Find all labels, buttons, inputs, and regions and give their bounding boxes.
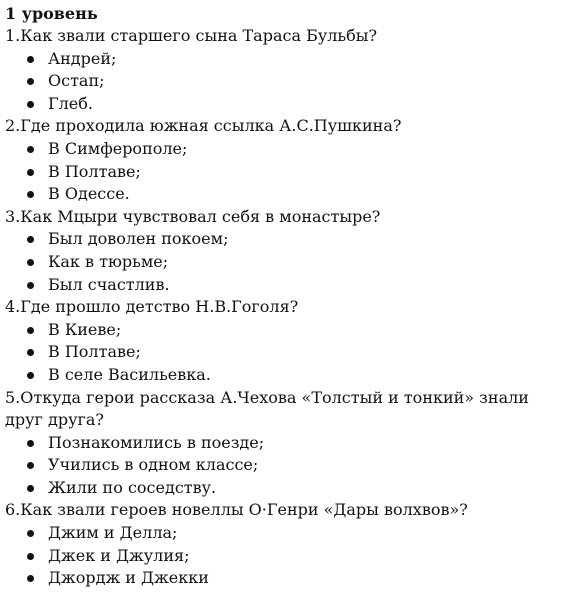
bullet-icon [27,236,34,243]
option-item [5,545,561,568]
options-list [5,522,561,590]
question-3 [5,206,561,296]
option-item [5,48,561,71]
option-item [5,341,561,364]
option-item [5,183,561,206]
question-text: 2.Где проходила южная ссылка А.С.Пушкина? [5,116,402,136]
option-item [5,251,561,274]
option-item [5,161,561,184]
option-text: Джордж и Джекки [48,568,209,588]
question-text: 6.Как звали героев новеллы О·Генри «Дары волхвов»? [5,500,468,520]
option-item [5,364,561,387]
option-item [5,477,561,500]
option-text: В Симферополе; [48,138,188,158]
question-5 [5,387,561,500]
bullet-icon [27,440,34,447]
document-page [5,3,561,590]
option-item [5,432,561,455]
options-list [5,48,561,116]
option-item [5,93,561,116]
bullet-icon [27,169,34,176]
bullet-icon [27,146,34,153]
question-text: 1.Как звали старшего сына Тараса Бульбы? [5,26,378,45]
option-item [5,319,561,342]
option-text: Учились в одном классе; [48,455,259,475]
option-text: В Полтаве; [48,161,141,181]
bullet-icon [27,101,34,108]
options-list [5,138,561,206]
bullet-icon [27,78,34,85]
option-text: Андрей; [48,48,117,68]
bullet-icon [27,372,34,379]
bullet-icon [27,553,34,560]
option-text: Познакомились в поезде; [48,432,265,452]
question-text: 3.Как Мцыри чувствовал себя в монастыре? [5,206,381,226]
bullet-icon [27,575,34,582]
question-4 [5,296,561,386]
bullet-icon [27,530,34,537]
question-text: 5.Откуда герои рассказа А.Чехова «Толстый и тонкий» знали друг друга? [5,387,529,430]
bullet-icon [27,56,34,63]
bullet-icon [27,282,34,289]
option-item [5,228,561,251]
option-text: Глеб. [48,93,93,113]
option-text: В Одессе. [48,184,130,204]
option-item [5,274,561,297]
option-text: Остап; [48,71,105,91]
option-text: Джек и Джулия; [48,545,190,565]
bullet-icon [27,485,34,492]
bullet-icon [27,191,34,198]
option-text: В селе Васильевка. [48,364,211,384]
option-item [5,567,561,590]
bullet-icon [27,349,34,356]
option-item [5,70,561,93]
option-text: Джим и Делла; [48,523,178,543]
question-text: 4.Где прошло детство Н.В.Гоголя? [5,297,299,317]
question-6 [5,499,561,589]
option-text: В Киеве; [48,319,122,339]
option-item [5,138,561,161]
options-list [5,432,561,500]
bullet-icon [27,462,34,469]
option-item [5,454,561,477]
option-text: Был доволен покоем; [48,229,229,249]
question-2 [5,115,561,205]
bullet-icon [27,259,34,266]
option-item [5,522,561,545]
option-text: Был счастлив. [48,274,170,294]
level-heading: 1 уровень [5,4,98,23]
question-1 [5,25,561,115]
option-text: Жили по соседству. [48,477,217,497]
option-text: Как в тюрьме; [48,251,169,271]
options-list [5,228,561,296]
bullet-icon [27,327,34,334]
options-list [5,319,561,387]
option-text: В Полтаве; [48,342,141,362]
